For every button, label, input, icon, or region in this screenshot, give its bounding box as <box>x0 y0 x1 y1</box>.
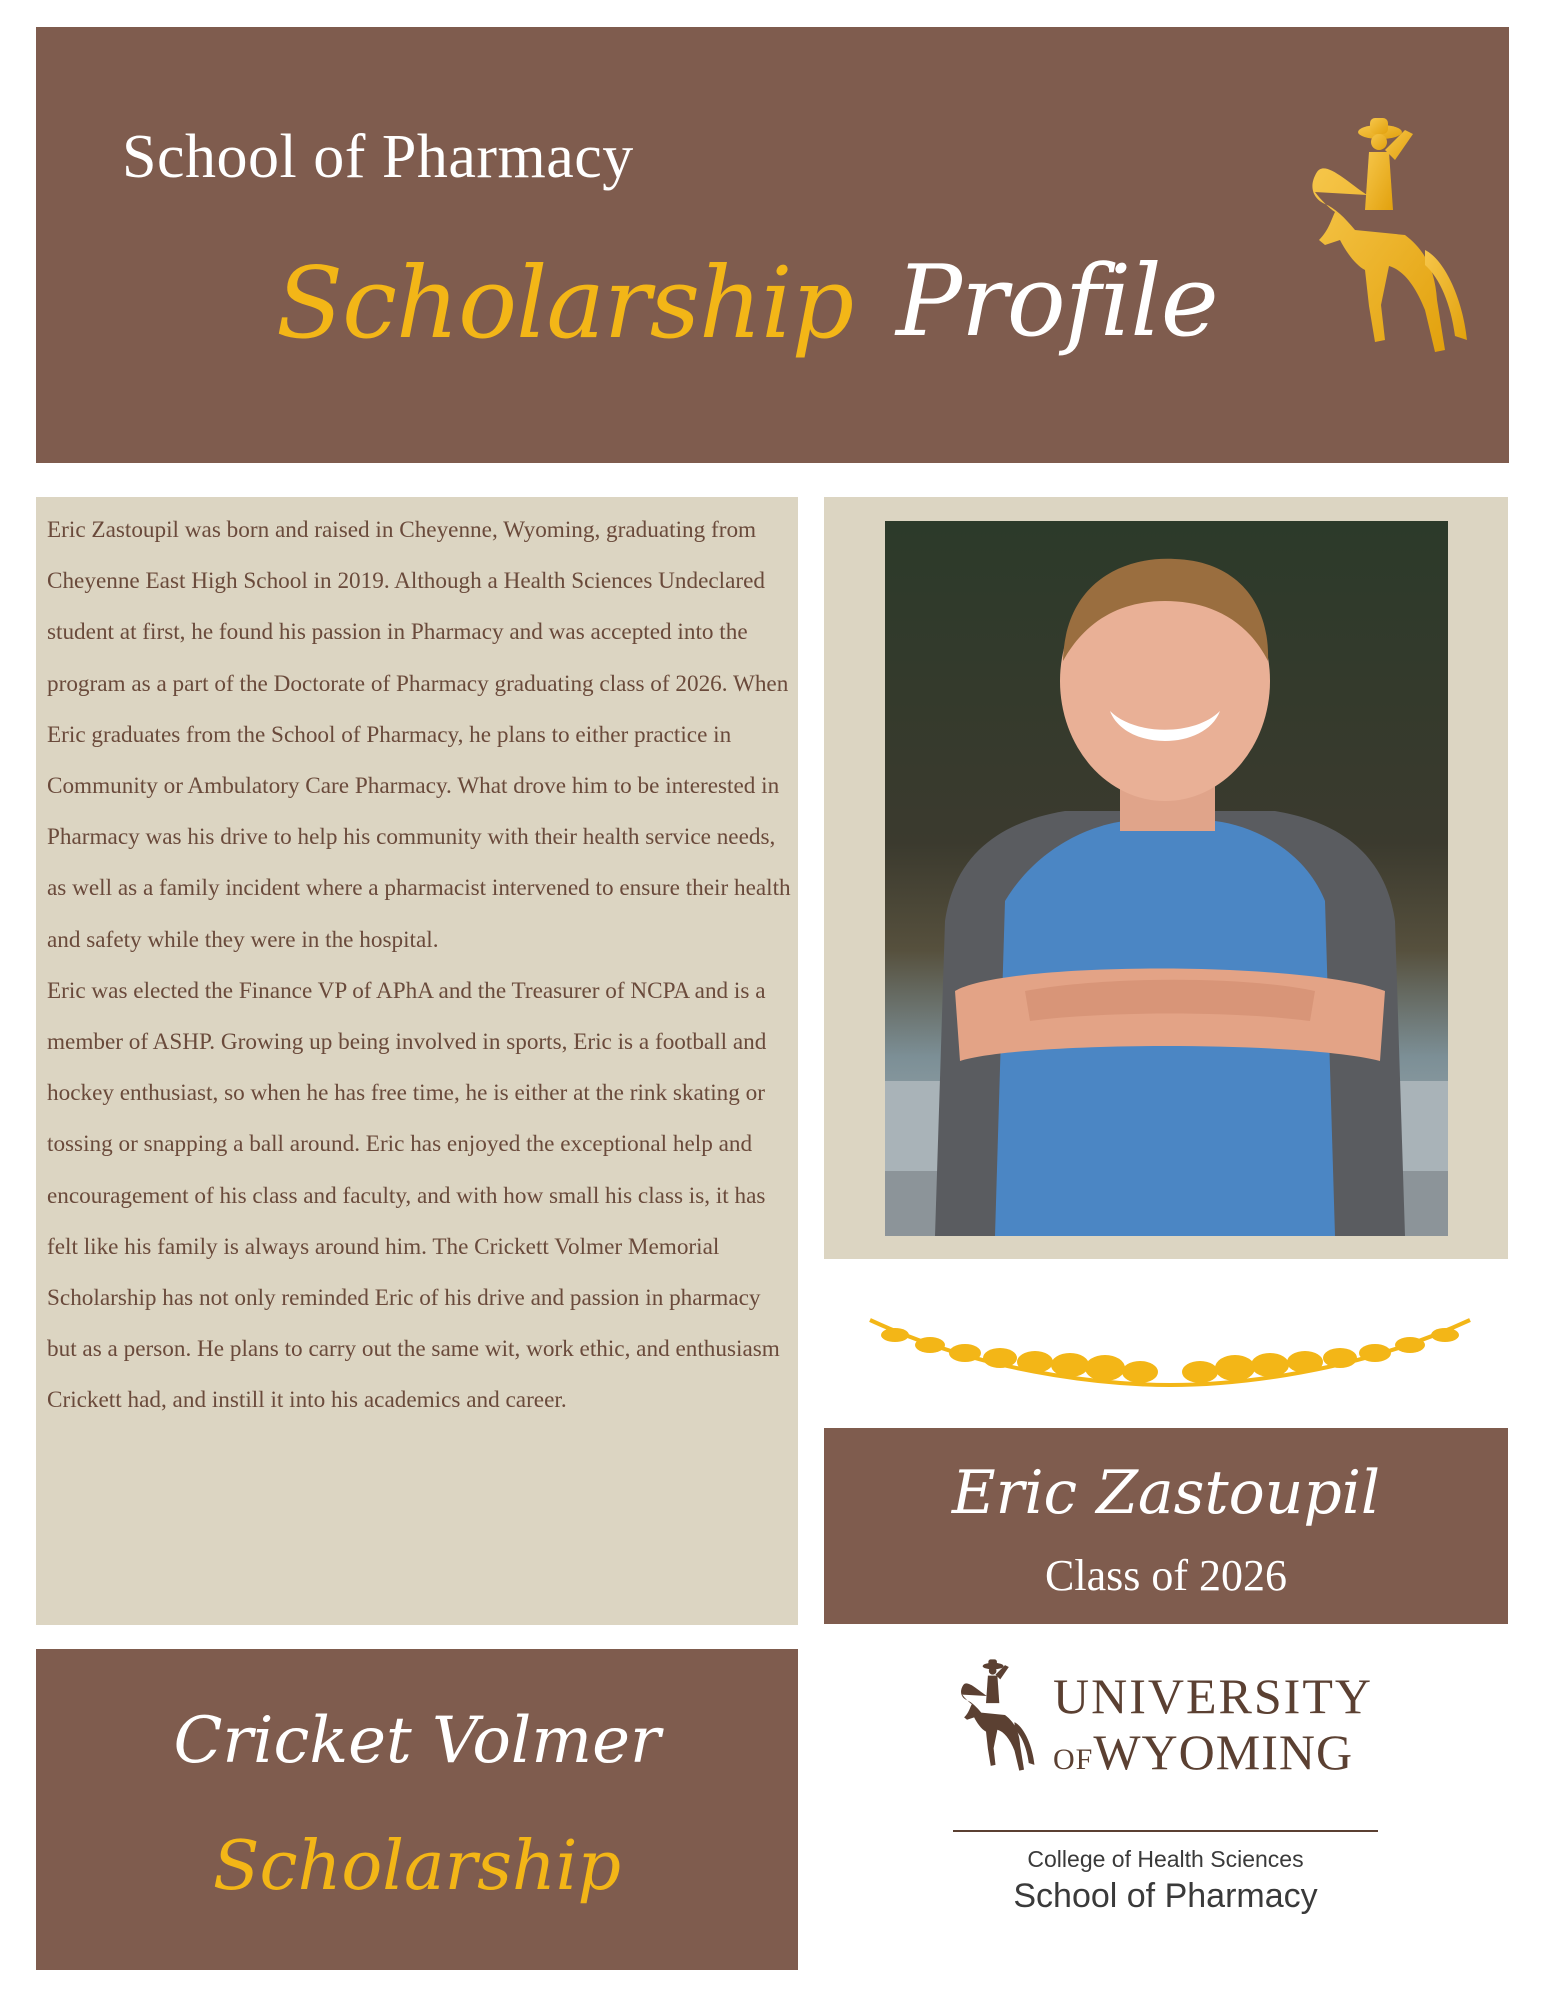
university-of: OF <box>1053 1743 1094 1776</box>
school-heading: School of Pharmacy <box>122 123 634 191</box>
university-logo <box>948 1645 1388 1785</box>
title-scholarship: Scholarship <box>276 247 854 361</box>
bio-paragraph-1: Eric Zastoupil was born and raised in Cheyenne, Wyoming, graduating from Cheyenne East High School in 2019. Although a Health Sciences Undeclared student at first, he found his passion in Pharmacy and was accepted into the program as a part of the Doctorate of Pharmacy graduating class of 2026. When Eric graduates from the School of Pharmacy, he plans to either practice in Community or Ambulatory Care Pharmacy. What drove him to be interested in Pharmacy was his drive to help his community with their health service needs, as well as a family incident where a pharmacist intervened to ensure their health and safety while they were in the hospital. <box>47 517 791 953</box>
bio-text <box>47 505 795 1427</box>
bio-paragraph-2: Eric was elected the Finance VP of APhA and the Treasurer of NCPA and is a member of ASHP. Growing up being involved in sports, Eric is a football and hockey enthusiast, so when he has free time, he is either at the rink skating or tossing or snapping a ball around. Eric has enjoyed the exceptional help and encouragement of his class and faculty, and with how small his class is, it has felt like his family is always around him. The Crickett Volmer Memorial Scholarship has not only reminded Eric of his drive and passion in pharmacy but as a person. He plans to carry out the same wit, work ethic, and enthusiasm Crickett had, and instill it into his academics and career. <box>47 977 780 1414</box>
laurel-divider-icon <box>850 1290 1490 1390</box>
student-photo <box>885 521 1448 1236</box>
student-class: Class of 2026 <box>1045 1551 1287 1600</box>
bucking-horse-icon <box>948 1650 1043 1780</box>
university-wyoming: WYOMING <box>1093 1724 1354 1780</box>
photo-frame <box>824 497 1508 1259</box>
student-name: Eric Zastoupil <box>951 1458 1381 1528</box>
bio-panel <box>36 497 798 1625</box>
scholarship-name: Cricket Volmer <box>173 1704 661 1778</box>
student-name-box <box>824 1428 1508 1624</box>
university-name-line1: UNIVERSITY <box>1053 1668 1373 1724</box>
university-name-line2 <box>1053 1723 1353 1781</box>
college-name: College of Health Sciences <box>1027 1846 1304 1872</box>
bucking-horse-icon <box>1285 100 1485 370</box>
title-profile: Profile <box>896 245 1218 359</box>
scholarship-label: Scholarship <box>212 1827 622 1906</box>
scholarship-box <box>36 1649 798 1970</box>
logo-divider <box>953 1830 1378 1832</box>
school-name: School of Pharmacy <box>1013 1877 1318 1915</box>
